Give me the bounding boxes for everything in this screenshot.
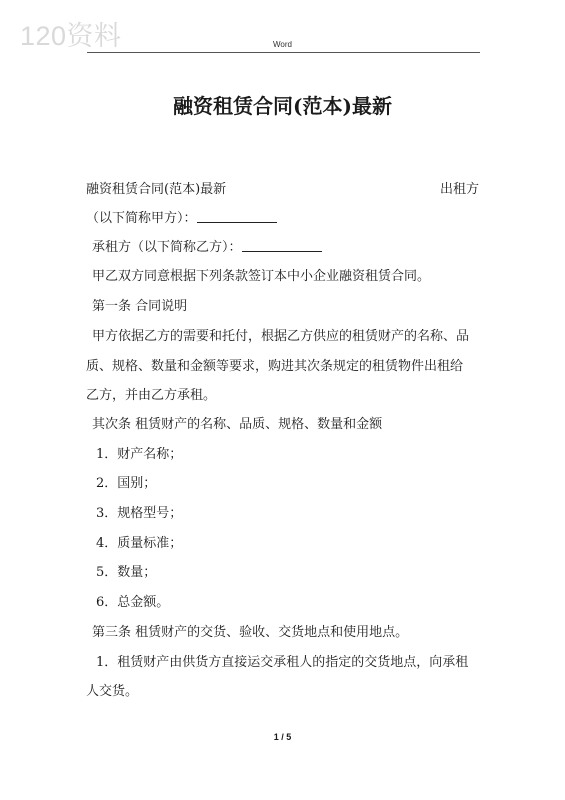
paragraph-line: 甲乙双方同意根据下列条款签订本中小企业融资租赁合同。 — [92, 269, 431, 284]
section-heading: 其次条 租赁财产的名称、品质、规格、数量和金额 — [92, 417, 383, 432]
watermark-logo: 120资料 — [20, 21, 122, 51]
list-item: 2．国别； — [96, 476, 157, 491]
header-divider — [87, 52, 480, 53]
party-b-label: 承租方（以下简称乙方）： — [92, 240, 242, 255]
list-item: 1．财产名称； — [96, 447, 183, 462]
header-label: Word — [273, 40, 292, 49]
party-a-blank — [197, 210, 277, 223]
list-item: 6．总金额。 — [96, 595, 170, 610]
party-b-line — [92, 236, 322, 255]
page-number: 1 / 5 — [273, 732, 292, 742]
list-item: 5．数量； — [96, 565, 157, 580]
section-heading: 第三条 租赁财产的交货、验收、交货地点和使用地点。 — [92, 625, 409, 640]
lessor-label: 出租方 — [440, 182, 480, 197]
document-title: 融资租赁合同(范本)最新 — [173, 94, 392, 118]
paragraph-line: 甲方依据乙方的需要和托付，根据乙方供应的租赁财产的名称、品 — [92, 329, 470, 344]
paragraph-line: 1．租赁财产由供货方直接运交承租人的指定的交货地点，向承租 — [96, 655, 469, 670]
party-a-line — [86, 207, 277, 226]
list-item: 3．规格型号； — [96, 506, 183, 521]
party-a-label: （以下简称甲方）： — [86, 211, 197, 226]
section-heading: 第一条 合同说明 — [92, 299, 188, 314]
list-item: 4．质量标准； — [96, 536, 183, 551]
paragraph-line: 人交货。 — [86, 684, 139, 699]
paragraph-line: 质、规格、数量和金额等要求，购进其次条规定的租赁物件出租给 — [86, 359, 464, 374]
intro-line: 融资租赁合同(范本)最新 — [86, 182, 227, 197]
party-b-blank — [242, 239, 322, 252]
paragraph-line: 乙方，并由乙方承租。 — [86, 388, 217, 403]
